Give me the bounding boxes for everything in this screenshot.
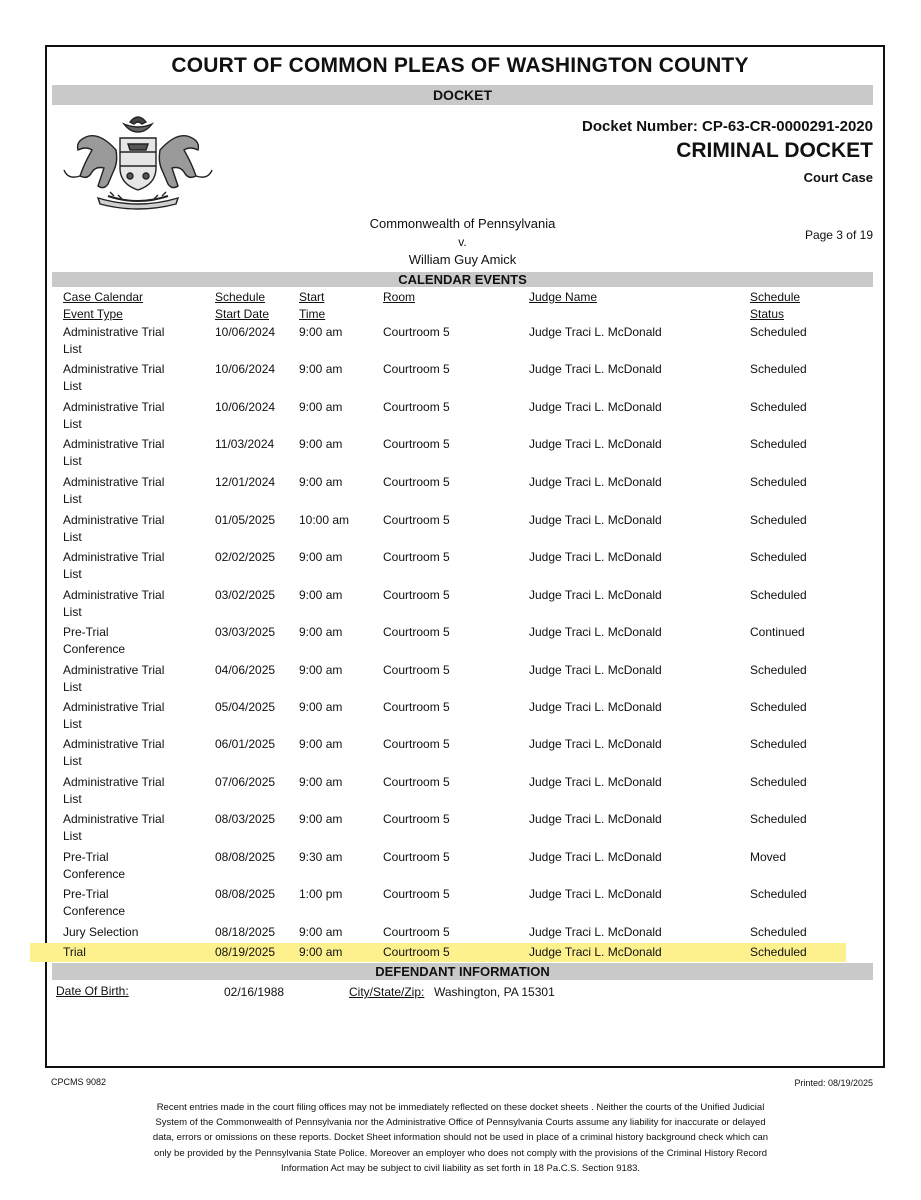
event-type-line: List [63, 342, 82, 356]
court-title: COURT OF COMMON PLEAS OF WASHINGTON COUNTY [171, 54, 749, 77]
room-cell: Courtroom 5 [383, 700, 450, 714]
event-type-cell [63, 436, 203, 470]
judge-cell: Judge Traci L. McDonald [529, 513, 662, 527]
status-cell: Scheduled [750, 945, 807, 959]
start-time-cell: 9:00 am [299, 925, 343, 939]
judge-cell: Judge Traci L. McDonald [529, 400, 662, 414]
start-date-cell: 04/06/2025 [215, 663, 276, 677]
event-type-cell [63, 774, 203, 808]
event-type-cell [63, 587, 203, 621]
caption-plaintiff: Commonwealth of Pennsylvania [369, 216, 556, 231]
disclaimer-line: System of the Commonwealth of Pennsylvania nor the Administrative Office of Pennsylvania Courts assume any liability for inaccurate or delayed [155, 1117, 766, 1129]
judge-cell: Judge Traci L. McDonald [529, 812, 662, 826]
printed-date: Printed: 08/19/2025 [794, 1078, 873, 1088]
event-type-line: List [63, 829, 82, 843]
judge-cell: Judge Traci L. McDonald [529, 588, 662, 602]
event-type-line: Conference [63, 904, 126, 918]
room-cell: Courtroom 5 [383, 812, 450, 826]
room-cell: Courtroom 5 [383, 945, 450, 959]
city-state-zip-value: Washington, PA 15301 [434, 985, 555, 999]
start-time-cell: 9:00 am [299, 625, 343, 639]
event-type-cell [63, 549, 203, 583]
room-cell: Courtroom 5 [383, 775, 450, 789]
column-header-line: Status [750, 307, 785, 321]
room-cell: Courtroom 5 [383, 887, 450, 901]
room-cell: Courtroom 5 [383, 475, 450, 489]
column-header-line: Start [299, 290, 325, 304]
event-type-line: Jury Selection [63, 925, 139, 939]
event-type-line: List [63, 417, 82, 431]
start-time-cell: 9:00 am [299, 437, 343, 451]
caption-defendant: William Guy Amick [408, 252, 517, 267]
start-time-cell: 9:00 am [299, 737, 343, 751]
event-type-line: Administrative Trial [63, 588, 165, 602]
column-header-start-date [215, 289, 269, 323]
status-cell: Scheduled [750, 437, 807, 451]
disclaimer-line: Information Act may be subject to civil liability as set forth in 18 Pa.C.S. Section 9183. [280, 1162, 641, 1174]
start-date-cell: 08/19/2025 [215, 945, 276, 959]
event-type-line: Administrative Trial [63, 700, 165, 714]
event-type-line: Administrative Trial [63, 362, 165, 376]
status-cell: Scheduled [750, 550, 807, 564]
calendar-events-section-bar: CALENDAR EVENTS [52, 272, 873, 287]
start-date-cell: 05/04/2025 [215, 700, 276, 714]
start-time-cell: 10:00 am [299, 513, 350, 527]
event-type-line: List [63, 567, 82, 581]
judge-cell: Judge Traci L. McDonald [529, 663, 662, 677]
docket-type-heading: CRIMINAL DOCKET [676, 139, 873, 162]
judge-cell: Judge Traci L. McDonald [529, 850, 662, 864]
event-type-line: Administrative Trial [63, 400, 165, 414]
case-type: Court Case [803, 170, 873, 185]
judge-cell: Judge Traci L. McDonald [529, 700, 662, 714]
status-cell: Scheduled [750, 588, 807, 602]
form-id: CPCMS 9082 [51, 1077, 107, 1087]
judge-cell: Judge Traci L. McDonald [529, 475, 662, 489]
start-date-cell: 11/03/2024 [215, 437, 275, 451]
start-date-cell: 12/01/2024 [215, 475, 276, 489]
event-type-cell [63, 324, 203, 358]
start-date-cell: 10/06/2024 [215, 400, 276, 414]
event-type-line: Administrative Trial [63, 663, 165, 677]
event-type-cell [63, 474, 203, 508]
column-header-line: Event Type [63, 307, 123, 321]
event-type-line: List [63, 680, 82, 694]
status-cell: Scheduled [750, 475, 807, 489]
judge-cell: Judge Traci L. McDonald [529, 362, 662, 376]
status-cell: Scheduled [750, 925, 807, 939]
start-time-cell: 9:00 am [299, 400, 343, 414]
event-type-line: Administrative Trial [63, 550, 165, 564]
room-cell: Courtroom 5 [383, 588, 450, 602]
start-date-cell: 08/03/2025 [215, 812, 276, 826]
status-cell: Moved [750, 850, 787, 864]
status-cell: Continued [750, 625, 805, 639]
room-cell: Courtroom 5 [383, 737, 450, 751]
start-time-cell: 9:00 am [299, 663, 343, 677]
event-type-line: Administrative Trial [63, 775, 165, 789]
event-type-line: Pre-Trial [63, 625, 109, 639]
event-type-line: Trial [63, 945, 86, 959]
event-type-cell [63, 699, 203, 733]
event-type-cell [63, 886, 203, 920]
room-cell: Courtroom 5 [383, 625, 450, 639]
event-type-line: Pre-Trial [63, 850, 109, 864]
column-header-line: Start Date [215, 307, 270, 321]
event-type-cell [63, 512, 203, 546]
judge-cell: Judge Traci L. McDonald [529, 325, 662, 339]
column-header-event-type [63, 289, 203, 323]
disclaimer [95, 1100, 826, 1176]
judge-cell: Judge Traci L. McDonald [529, 550, 662, 564]
event-type-cell [63, 399, 203, 433]
start-time-cell: 1:00 pm [299, 887, 343, 901]
start-date-cell: 08/08/2025 [215, 887, 276, 901]
event-type-line: List [63, 454, 82, 468]
start-time-cell: 9:00 am [299, 775, 343, 789]
city-state-zip-label: City/State/Zip: [349, 985, 425, 999]
judge-cell: Judge Traci L. McDonald [529, 775, 662, 789]
date-of-birth-value: 02/16/1988 [224, 985, 285, 999]
docket-section-bar: DOCKET [52, 85, 873, 105]
room-cell: Courtroom 5 [383, 925, 450, 939]
judge-cell: Judge Traci L. McDonald [529, 887, 662, 901]
event-type-line: List [63, 492, 82, 506]
status-cell: Scheduled [750, 663, 807, 677]
pennsylvania-coat-of-arms-icon [58, 110, 218, 210]
start-date-cell: 08/08/2025 [215, 850, 276, 864]
status-cell: Scheduled [750, 400, 807, 414]
judge-cell: Judge Traci L. McDonald [529, 437, 662, 451]
start-date-cell: 08/18/2025 [215, 925, 276, 939]
room-cell: Courtroom 5 [383, 850, 450, 864]
start-date-cell: 10/06/2024 [215, 362, 276, 376]
event-type-line: List [63, 717, 82, 731]
event-type-cell [63, 924, 203, 941]
column-header-room [383, 289, 415, 306]
event-type-line: Administrative Trial [63, 475, 165, 489]
judge-cell: Judge Traci L. McDonald [529, 945, 662, 959]
event-type-line: Administrative Trial [63, 325, 165, 339]
caption-versus: v. [458, 235, 467, 249]
status-cell: Scheduled [750, 812, 807, 826]
event-type-line: List [63, 754, 82, 768]
disclaimer-line: Recent entries made in the court filing offices may not be immediately reflected on these docket sheets . Neither the courts of the Unified Judicial [156, 1102, 765, 1113]
column-header-judge [529, 289, 597, 306]
column-header-start-time [299, 289, 325, 323]
status-cell: Scheduled [750, 737, 807, 751]
room-cell: Courtroom 5 [383, 663, 450, 677]
room-cell: Courtroom 5 [383, 362, 450, 376]
event-type-cell [63, 736, 203, 770]
status-cell: Scheduled [750, 513, 807, 527]
event-type-line: List [63, 530, 82, 544]
column-header-line: Schedule [750, 290, 801, 304]
event-type-cell [63, 944, 203, 961]
room-cell: Courtroom 5 [383, 400, 450, 414]
start-time-cell: 9:00 am [299, 550, 343, 564]
start-time-cell: 9:00 am [299, 700, 343, 714]
room-cell: Courtroom 5 [383, 437, 450, 451]
judge-cell: Judge Traci L. McDonald [529, 625, 662, 639]
start-time-cell: 9:00 am [299, 945, 343, 959]
column-header-line: Time [299, 307, 326, 321]
event-type-cell [63, 849, 203, 883]
page-number: Page 3 of 19 [804, 228, 873, 242]
start-date-cell: 02/02/2025 [215, 550, 276, 564]
event-type-line: Conference [63, 642, 126, 656]
start-time-cell: 9:30 am [299, 850, 343, 864]
column-header-line: Schedule [215, 290, 266, 304]
start-date-cell: 03/03/2025 [215, 625, 276, 639]
start-date-cell: 06/01/2025 [215, 737, 276, 751]
start-date-cell: 03/02/2025 [215, 588, 276, 602]
event-type-cell [63, 811, 203, 845]
status-cell: Scheduled [750, 362, 807, 376]
event-type-line: Administrative Trial [63, 812, 165, 826]
column-header-status [750, 289, 800, 323]
event-type-line: Conference [63, 867, 126, 881]
status-cell: Scheduled [750, 887, 807, 901]
column-header-line: Room [383, 290, 416, 304]
event-type-line: List [63, 379, 82, 393]
date-of-birth-label: Date Of Birth: [56, 984, 129, 998]
event-type-line: Administrative Trial [63, 437, 165, 451]
start-time-cell: 9:00 am [299, 362, 343, 376]
event-type-line: Pre-Trial [63, 887, 109, 901]
event-type-line: Administrative Trial [63, 513, 165, 527]
room-cell: Courtroom 5 [383, 513, 450, 527]
event-type-line: Administrative Trial [63, 737, 165, 751]
start-time-cell: 9:00 am [299, 325, 343, 339]
start-time-cell: 9:00 am [299, 475, 343, 489]
disclaimer-line: only be provided by the Pennsylvania State Police. Moreover an employer who does not comply with the provisions of the Criminal History Record [153, 1147, 768, 1159]
disclaimer-line: data, errors or omissions on these reports. Docket Sheet information should not be used in place of a criminal history background check which can [152, 1132, 769, 1144]
event-type-cell [63, 361, 203, 395]
event-type-cell [63, 624, 203, 658]
docket-number: Docket Number: CP-63-CR-0000291-2020 [582, 118, 873, 135]
start-time-cell: 9:00 am [299, 588, 343, 602]
start-date-cell: 07/06/2025 [215, 775, 276, 789]
column-header-line: Judge Name [529, 290, 598, 304]
room-cell: Courtroom 5 [383, 325, 450, 339]
judge-cell: Judge Traci L. McDonald [529, 737, 662, 751]
judge-cell: Judge Traci L. McDonald [529, 925, 662, 939]
event-type-line: List [63, 792, 82, 806]
start-date-cell: 01/05/2025 [215, 513, 276, 527]
status-cell: Scheduled [750, 325, 807, 339]
event-type-line: List [63, 605, 82, 619]
room-cell: Courtroom 5 [383, 550, 450, 564]
status-cell: Scheduled [750, 775, 807, 789]
column-header-line: Case Calendar [63, 290, 144, 304]
start-time-cell: 9:00 am [299, 812, 343, 826]
status-cell: Scheduled [750, 700, 807, 714]
event-type-cell [63, 662, 203, 696]
defendant-information-section-bar: DEFENDANT INFORMATION [52, 963, 873, 980]
start-date-cell: 10/06/2024 [215, 325, 276, 339]
